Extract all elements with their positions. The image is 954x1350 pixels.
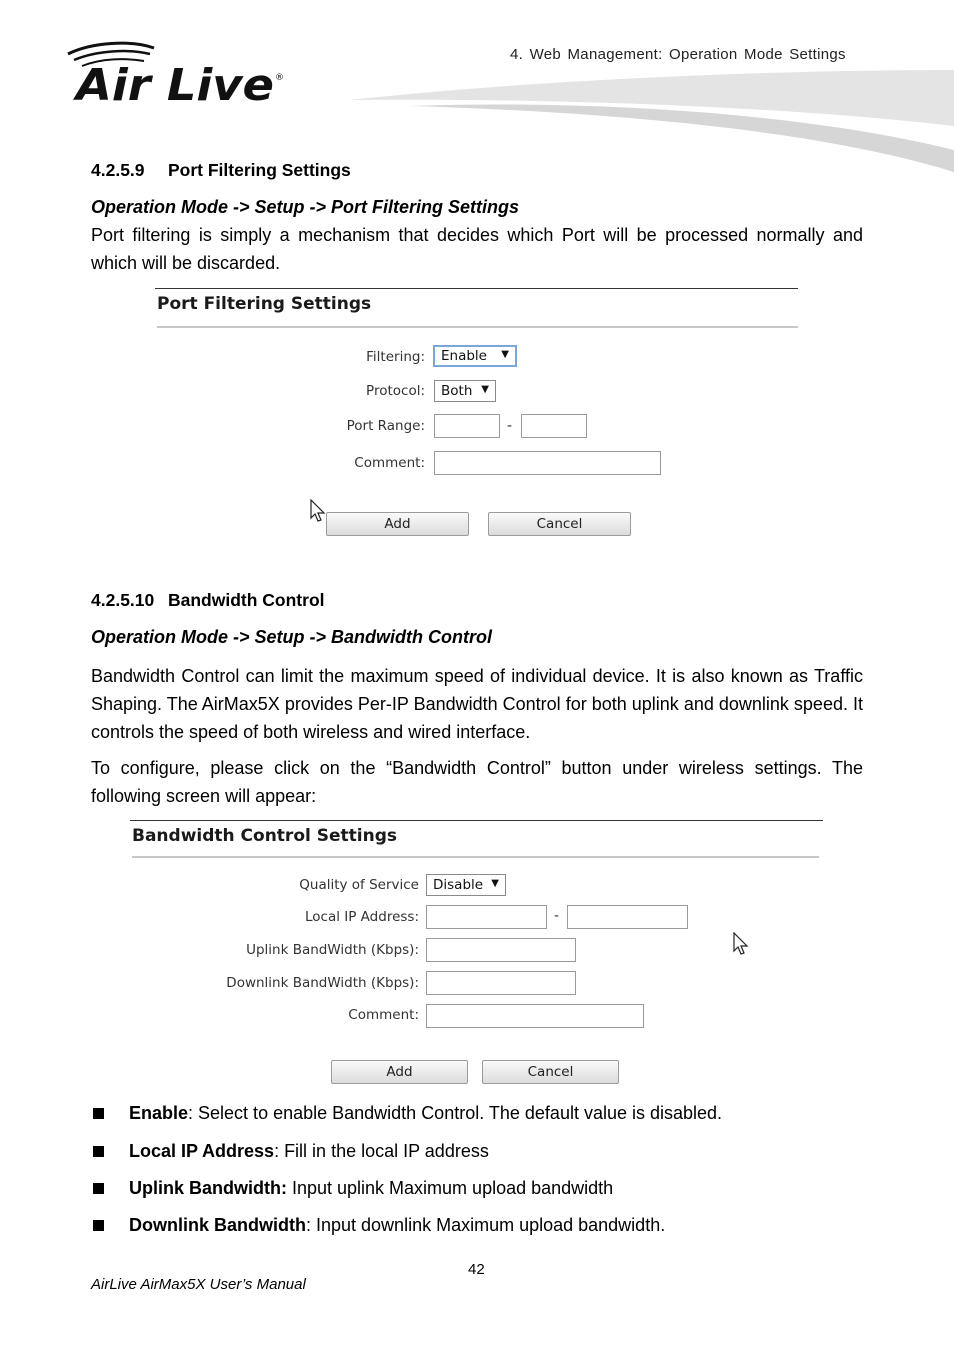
airlive-logo <box>62 40 292 110</box>
bullet-square-icon <box>93 1220 104 1231</box>
range-separator: - <box>554 908 560 924</box>
comment-label: Comment: <box>354 455 425 471</box>
chevron-down-icon: ▼ <box>501 349 509 360</box>
local-ip-end-input[interactable] <box>567 905 688 929</box>
filtering-label: Filtering: <box>366 349 425 365</box>
port-range-label: Port Range: <box>346 418 425 434</box>
panel-top-rule <box>155 288 798 289</box>
range-separator: - <box>507 418 513 434</box>
filtering-select[interactable] <box>433 345 517 367</box>
bullet-square-icon <box>93 1146 104 1157</box>
menu-path: Operation Mode -> Setup -> Port Filtering Settings <box>91 197 520 217</box>
list-item-text: : Input downlink Maximum upload bandwidth. <box>306 1215 666 1235</box>
list-item-text: : Fill in the local IP address <box>274 1141 489 1161</box>
section-title: Bandwidth Control <box>168 590 325 610</box>
comment-input[interactable] <box>434 451 661 475</box>
panel-title: Bandwidth Control Settings <box>132 826 397 846</box>
downlink-input[interactable] <box>426 971 576 995</box>
list-item-text: Input uplink Maximum upload bandwidth <box>286 1178 614 1198</box>
section-paragraph: To configure, please click on the “Bandwidth Control” button under wireless settings. The following screen will appear: <box>91 758 863 806</box>
downlink-label: Downlink BandWidth (Kbps): <box>226 975 419 991</box>
cancel-button[interactable]: Cancel <box>488 512 631 536</box>
section-number: 4.2.5.9 <box>91 160 145 180</box>
local-ip-start-input[interactable] <box>426 905 547 929</box>
section-heading-port-filtering <box>91 160 351 181</box>
chapter-heading: 4. Web Management: Operation Mode Settings <box>510 46 846 63</box>
page-number: 42 <box>468 1261 485 1278</box>
chevron-down-icon: ▼ <box>481 384 489 395</box>
footer-manual-title: AirLive AirMax5X User’s Manual <box>91 1276 306 1293</box>
list-item <box>129 1215 665 1236</box>
chevron-down-icon: ▼ <box>491 878 499 889</box>
section-heading-bandwidth <box>91 590 325 611</box>
section-title: Port Filtering Settings <box>168 160 351 180</box>
qos-select-value: Disable <box>433 877 484 893</box>
svg-text:Air Live: Air Live <box>72 60 274 110</box>
comment-label: Comment: <box>348 1007 419 1023</box>
bullet-square-icon <box>93 1108 104 1119</box>
cancel-button[interactable]: Cancel <box>482 1060 619 1084</box>
list-item-term: Enable <box>129 1103 189 1123</box>
port-range-end-input[interactable] <box>521 414 587 438</box>
qos-label: Quality of Service <box>299 877 419 893</box>
comment-input[interactable] <box>426 1004 644 1028</box>
list-item-text: : Select to enable Bandwidth Control. The default value is disabled. <box>188 1103 723 1123</box>
menu-path: Operation Mode -> Setup -> Bandwidth Control <box>91 627 492 647</box>
add-button[interactable]: Add <box>326 512 469 536</box>
qos-select[interactable] <box>426 874 506 896</box>
mouse-pointer-icon <box>733 932 749 956</box>
list-item-term: Downlink Bandwidth <box>129 1215 306 1235</box>
panel-top-rule <box>130 820 823 821</box>
list-item <box>129 1178 613 1199</box>
panel-title-rule <box>132 856 819 858</box>
list-item-term: Uplink Bandwidth: <box>129 1178 287 1198</box>
list-item <box>129 1103 722 1124</box>
uplink-label: Uplink BandWidth (Kbps): <box>246 942 419 958</box>
filtering-select-value: Enable <box>441 348 487 364</box>
panel-title: Port Filtering Settings <box>157 294 372 314</box>
port-range-start-input[interactable] <box>434 414 500 438</box>
uplink-input[interactable] <box>426 938 576 962</box>
header-swoosh <box>350 66 954 178</box>
section-paragraph: Bandwidth Control can limit the maximum speed of individual device. It is also known as Traffic Shaping. The AirMax5X provides Per-IP Bandwidth Control for both uplink and downlink speed. It controls the speed of both wireless and wired interface. <box>91 666 863 742</box>
section-number: 4.2.5.10 <box>91 590 155 610</box>
section-paragraph: Port filtering is simply a mechanism that decides which Port will be processed normally and which will be discarded. <box>91 225 863 273</box>
list-item <box>129 1141 489 1162</box>
add-button[interactable]: Add <box>331 1060 468 1084</box>
bullet-square-icon <box>93 1183 104 1194</box>
protocol-label: Protocol: <box>366 383 425 399</box>
protocol-select[interactable] <box>434 380 496 402</box>
protocol-select-value: Both <box>441 383 473 399</box>
svg-text:®: ® <box>275 73 284 83</box>
local-ip-label: Local IP Address: <box>304 909 419 925</box>
mouse-pointer-icon <box>310 499 326 523</box>
list-item-term: Local IP Address <box>129 1141 275 1161</box>
panel-title-rule <box>157 326 798 328</box>
